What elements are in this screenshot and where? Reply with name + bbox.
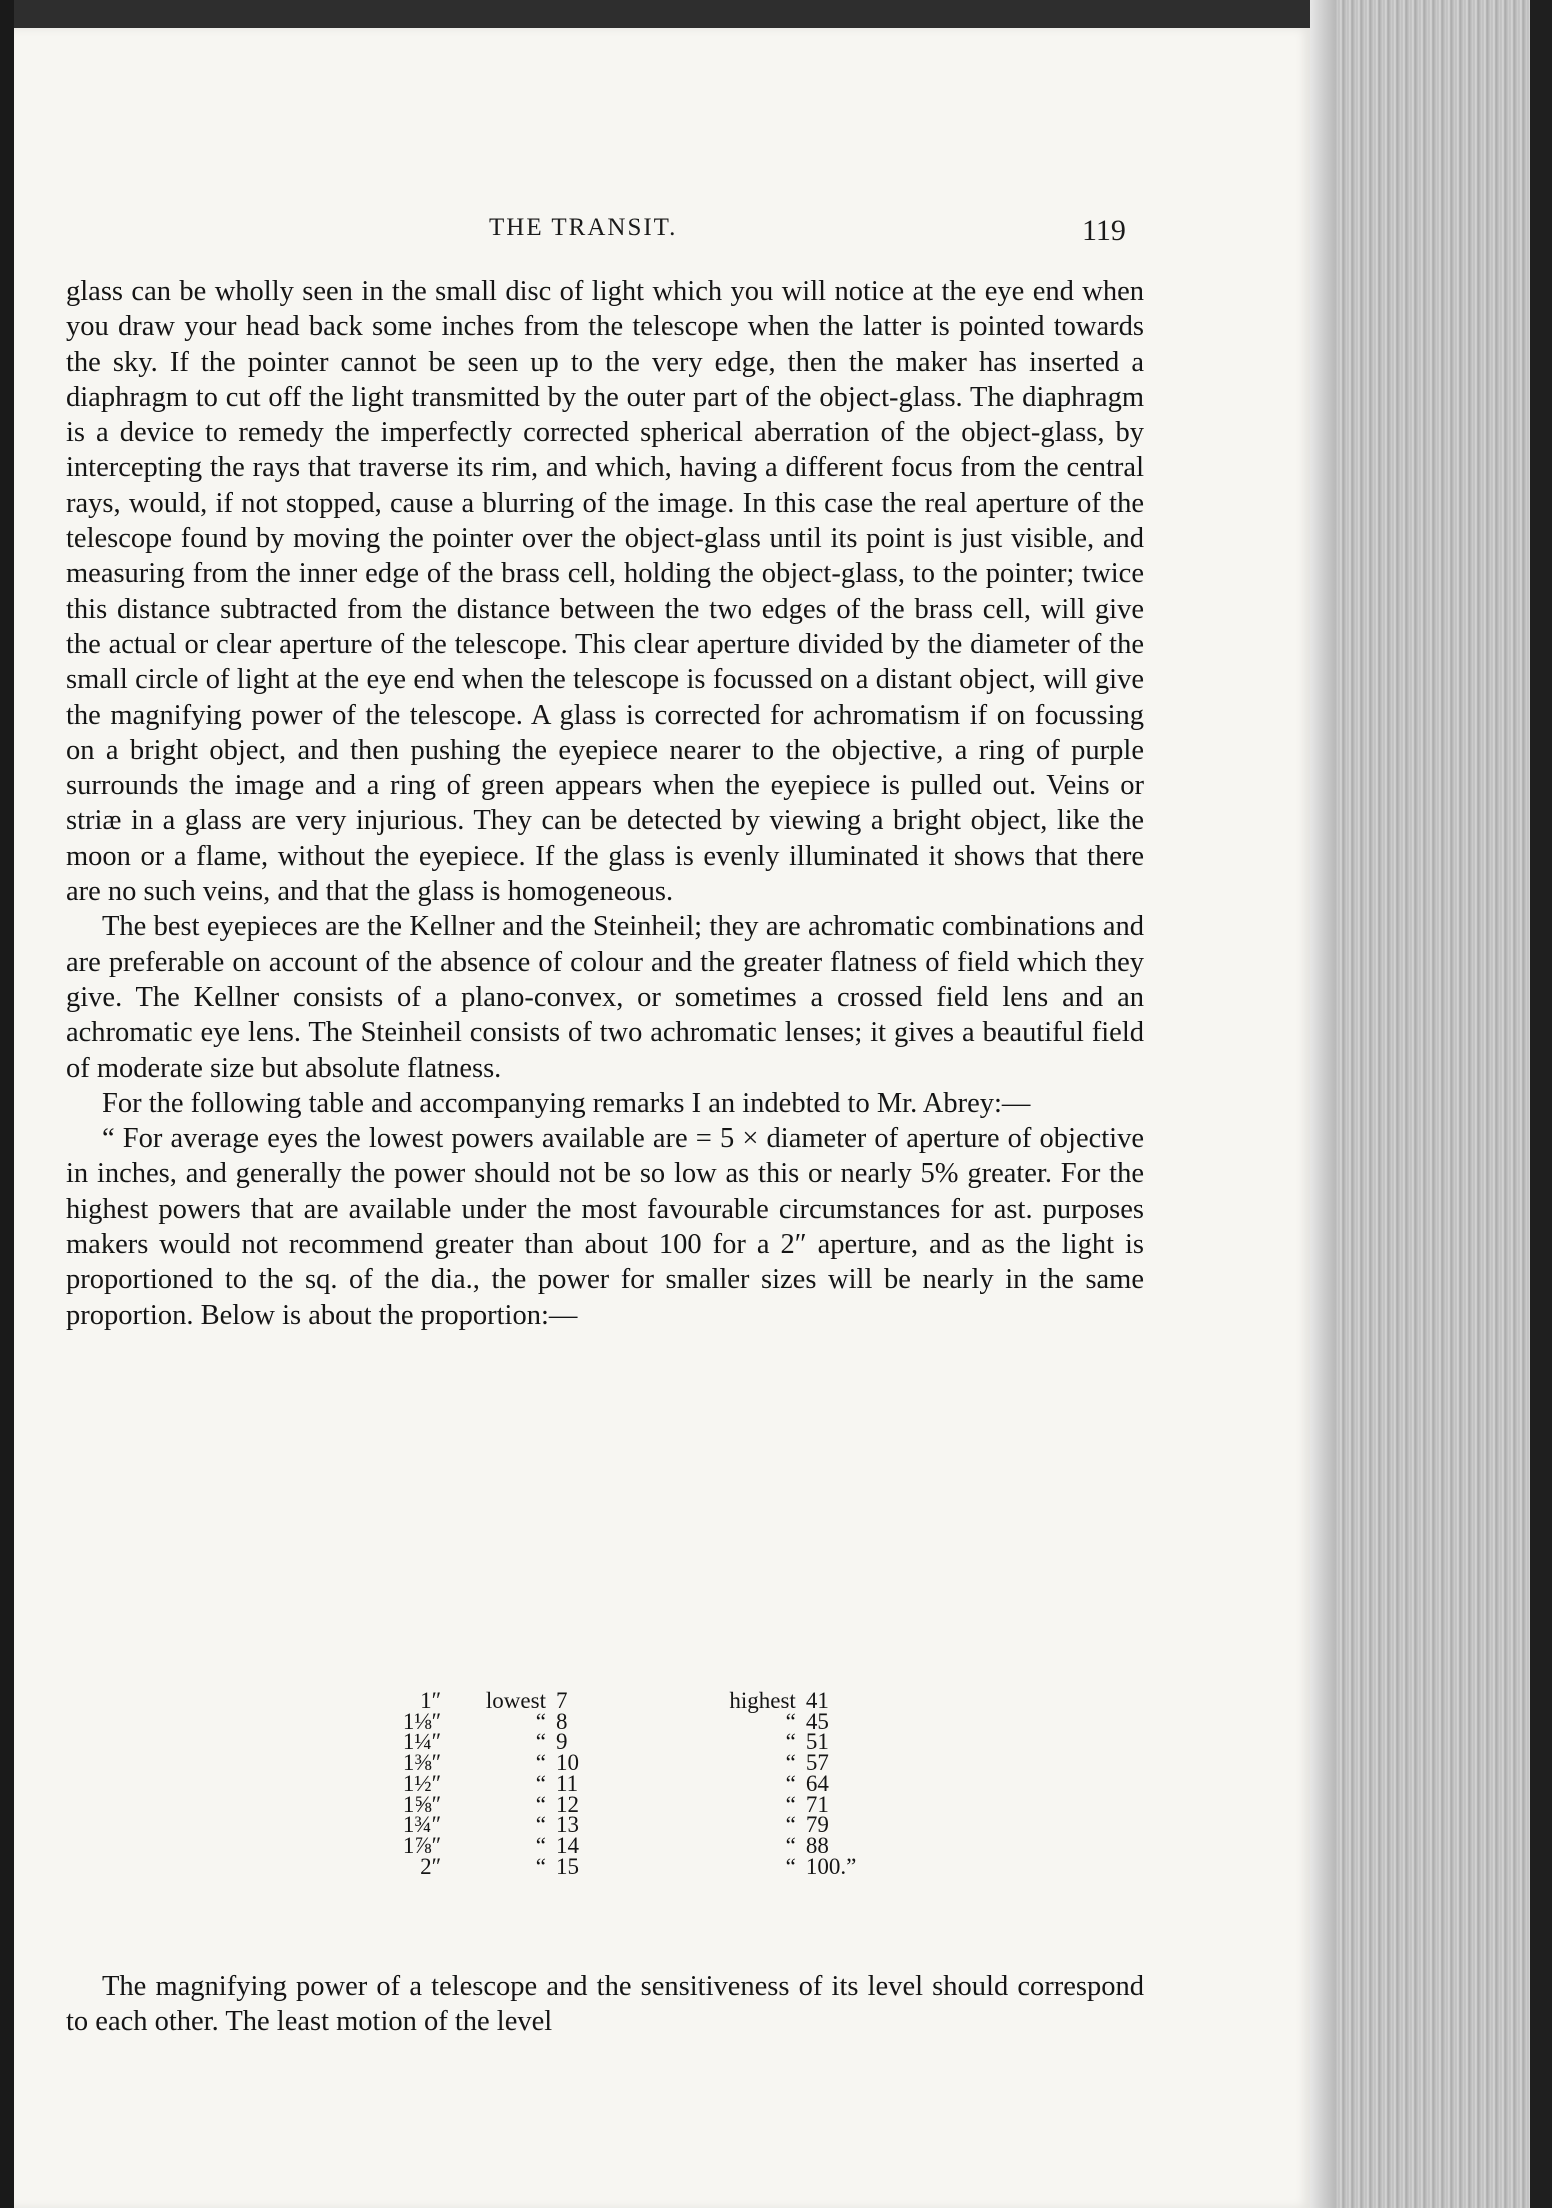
lowest-power: 9: [555, 1729, 568, 1755]
spacer: [599, 1712, 696, 1733]
highest-label: “: [785, 1708, 796, 1734]
highest-label: “: [785, 1812, 796, 1838]
page-header: [14, 214, 1310, 254]
running-head: THE TRANSIT.: [489, 214, 678, 241]
highest-power: 100.”: [805, 1853, 857, 1879]
spacer: [599, 1795, 696, 1816]
spacer: [599, 1732, 696, 1753]
lowest-power: 13: [555, 1812, 579, 1838]
lowest-power: 10: [555, 1750, 579, 1776]
spacer: [599, 1691, 696, 1712]
spacer: [599, 1815, 696, 1836]
aperture-size: 1¼″: [402, 1729, 442, 1755]
highest-label: “: [785, 1791, 796, 1817]
lowest-label: “: [535, 1708, 546, 1734]
spacer: [599, 1774, 696, 1795]
aperture-size: 1⅝″: [402, 1791, 442, 1817]
lowest-label: “: [535, 1812, 546, 1838]
lowest-label: lowest: [485, 1688, 546, 1713]
lowest-label: “: [535, 1750, 546, 1776]
paragraph-3: For the following table and accompanying remarks I an indebted to Mr. Abrey:—: [102, 1087, 1031, 1119]
lowest-label: “: [535, 1729, 546, 1755]
lowest-power: 8: [555, 1708, 568, 1734]
scan-border: [0, 0, 14, 2208]
highest-power: 79: [805, 1812, 829, 1838]
spacer: [599, 1857, 696, 1878]
aperture-size: 1⅞″: [402, 1832, 442, 1858]
lowest-label: “: [535, 1791, 546, 1817]
highest-label: “: [785, 1770, 796, 1796]
highest-label: highest: [729, 1688, 796, 1713]
highest-power: 41: [805, 1688, 829, 1713]
closing-text: [66, 1969, 1144, 2040]
highest-label: “: [785, 1750, 796, 1776]
highest-label: “: [785, 1832, 796, 1858]
spacer: [599, 1836, 696, 1857]
lowest-power: 11: [555, 1770, 579, 1796]
page-edges: [1310, 0, 1552, 2208]
table-row: [332, 1857, 892, 1878]
highest-power: 71: [805, 1791, 829, 1817]
aperture-size: 1⅛″: [402, 1708, 442, 1734]
lowest-power: 12: [555, 1791, 579, 1817]
aperture-size: 1⅜″: [402, 1750, 442, 1776]
highest-power: 51: [805, 1729, 829, 1755]
highest-label: “: [785, 1729, 796, 1755]
page-number: 119: [1082, 214, 1126, 247]
body-text: [66, 274, 1144, 1333]
lowest-power: 14: [555, 1832, 579, 1858]
highest-power: 45: [805, 1708, 829, 1734]
spacer: [599, 1753, 696, 1774]
paragraph-5: The magnifying power of a telescope and the sensitiveness of its level should correspond to each other. The least motion of the level: [66, 1971, 1144, 2038]
paragraph-1: glass can be wholly seen in the small disc of light which you will notice at the eye end when you draw your head back some inches from the telescope when the latter is pointed towards the sky. If the pointer cannot be seen up to the very edge, then the maker has inserted a diaphragm to cut off the light transmitted by the outer part of the object-glass. The diaphragm is a device to remedy the imperfectly corrected spherical aberration of the object-glass, by intercepting the rays that traverse its rim, and which, having a different focus from the central rays, would, if not stopped, cause a blurring of the image. In this case the real aperture of the telescope found by moving the pointer over the object-glass until its point is just visible, and measuring from the inner edge of the brass cell, holding the object-glass, to the pointer; twice this distance subtracted from the distance between the two edges of the brass cell, will give the actual or clear aperture of the telescope. This clear aperture divided by the diameter of the small circle of light at the eye end when the telescope is focussed on a distant object, will give the magnifying power of the telescope. A glass is corrected for achromatism if on focussing on a bright object, and then pushing the eyepiece nearer to the objective, a ring of purple surrounds the image and a ring of green appears when the eyepiece is pulled out. Veins or striæ in a glass are very injurious. They can be detected by viewing a bright object, like the moon or a flame, without the eyepiece. If the glass is evenly illuminated it shows that there are no such veins, and that the glass is homogeneous.: [66, 276, 1144, 908]
highest-power: 57: [805, 1750, 829, 1776]
highest-label: “: [785, 1853, 796, 1879]
lowest-label: “: [535, 1832, 546, 1858]
aperture-size: 1¾″: [402, 1812, 442, 1838]
power-proportion-table: [332, 1688, 892, 1879]
highest-power: 64: [805, 1770, 829, 1796]
aperture-size: 2″: [420, 1853, 442, 1879]
lowest-label: “: [535, 1853, 546, 1879]
lowest-label: “: [535, 1770, 546, 1796]
book-page: [14, 28, 1310, 2208]
lowest-power: 15: [555, 1853, 579, 1879]
lowest-power: 7: [555, 1688, 568, 1713]
highest-power: 88: [805, 1832, 829, 1858]
paragraph-4: “ For average eyes the lowest powers available are = 5 × diameter of aperture of objective in inches, and generally the power should not be so low as this or nearly 5% greater. For the highest powers that are available under the most favourable circumstances for ast. purposes makers would not recommend greater than about 100 for a 2″ aperture, and as the light is proportioned to the sq. of the dia., the power for smaller sizes will be nearly in the same proportion. Below is about the proportion:—: [66, 1123, 1144, 1331]
aperture-size: 1½″: [402, 1770, 442, 1796]
paragraph-2: The best eyepieces are the Kellner and the Steinheil; they are achromatic combinations and are preferable on account of the absence of colour and the greater flatness of field which they give. The Kellner consists of a plano-convex, or sometimes a crossed field lens and an achromatic eye lens. The Steinheil consists of two achromatic lenses; it gives a beautiful field of moderate size but absolute flatness.: [66, 911, 1144, 1084]
aperture-size: 1″: [420, 1688, 442, 1713]
